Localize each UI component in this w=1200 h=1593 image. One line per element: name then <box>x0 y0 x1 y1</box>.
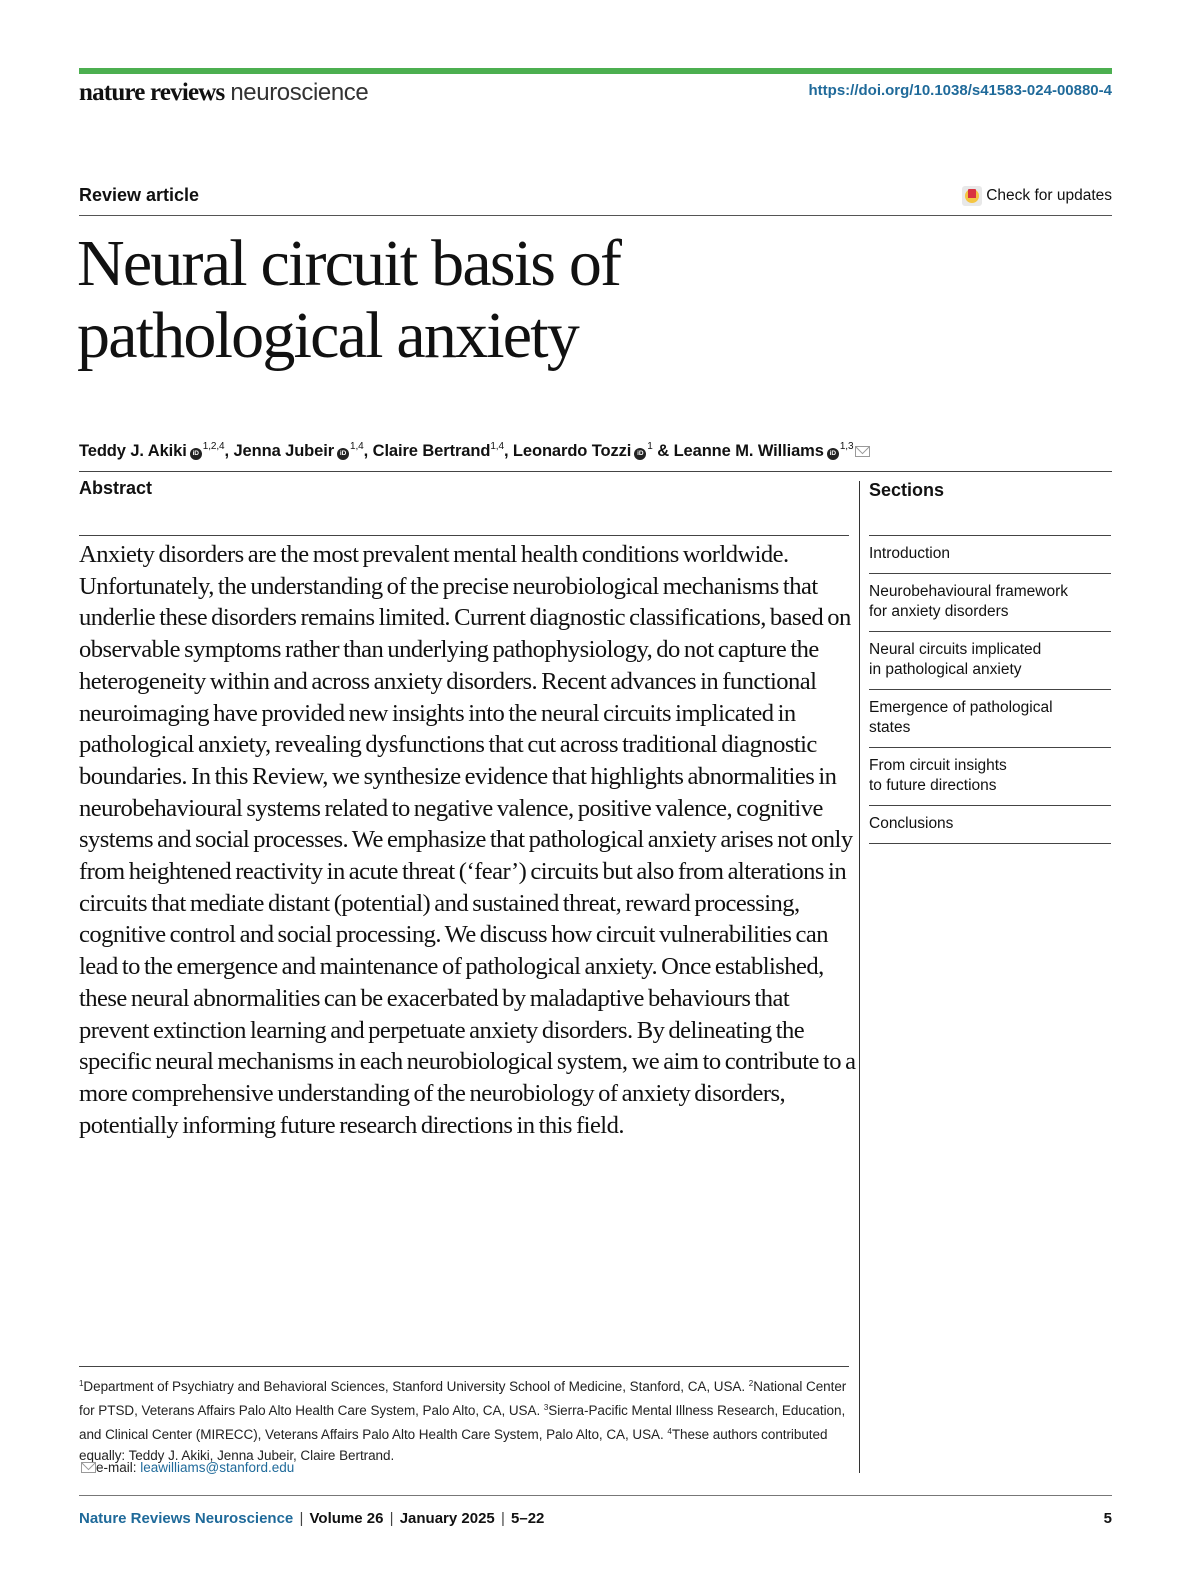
affil-marker: 1 <box>79 1379 84 1388</box>
section-label-line-1: Neural circuits implicated <box>869 641 1042 658</box>
orcid-icon[interactable]: iD <box>337 448 349 460</box>
author-separator: , <box>224 442 234 460</box>
journal-name-light: neuroscience <box>230 79 369 106</box>
author-affiliation-marker: 1,3 <box>839 441 854 452</box>
affil-marker: 3 <box>543 1403 549 1412</box>
section-label-line-1: Introduction <box>869 545 950 562</box>
author-name[interactable]: Jenna Jubeir <box>233 442 335 460</box>
header-divider <box>79 215 1112 216</box>
author-name[interactable]: Teddy J. Akiki <box>79 442 187 460</box>
affiliations <box>79 1373 859 1466</box>
check-for-updates-button[interactable] <box>962 186 1112 206</box>
affiliation-2: National Center for PTSD, Veterans Affairs Palo Alto Health Care System, Palo Alto, CA, USA. <box>79 1379 847 1418</box>
author-affiliation-marker: 1,2,4 <box>202 441 225 452</box>
sections-heading: Sections <box>869 480 945 500</box>
footer-journal-name[interactable]: Nature Reviews Neuroscience <box>79 1510 294 1527</box>
title-line-2: pathological anxiety <box>77 299 578 372</box>
footer-volume: Volume 26 <box>309 1510 384 1527</box>
correspondence-email <box>79 1457 294 1478</box>
affiliation-3: Sierra-Pacific Mental Illness Research, Education, and Clinical Center (MIRECC), Veterans Affairs Palo Alto Health Care System, Palo Alto, CA, USA. <box>79 1403 846 1442</box>
author-affiliation-marker: 1 <box>647 441 653 452</box>
author-separator: & <box>652 442 674 460</box>
section-label-line-2: in pathological anxiety <box>869 661 1022 678</box>
section-link[interactable] <box>869 574 1111 632</box>
section-label-line-2: states <box>869 719 911 736</box>
footer-divider <box>79 1495 1112 1496</box>
authors-divider <box>79 471 1112 472</box>
envelope-icon[interactable] <box>855 446 870 457</box>
orcid-icon[interactable]: iD <box>190 448 202 460</box>
section-label-line-1: Conclusions <box>869 815 954 832</box>
footer-date: January 2025 <box>399 1510 495 1527</box>
equal-contribution-note: These authors contributed equally: Teddy J. Akiki, Jenna Jubeir, Claire Bertrand. <box>79 1427 828 1463</box>
author-separator: , <box>363 442 373 460</box>
footer-separator: | <box>389 1510 394 1527</box>
envelope-icon <box>81 1462 96 1473</box>
affiliation-1: Department of Psychiatry and Behavioral Sciences, Stanford University School of Medicine, Stanford, CA, USA. <box>83 1379 746 1394</box>
author-separator: , <box>503 442 513 460</box>
section-link[interactable] <box>869 632 1111 690</box>
journal-name-bold: nature reviews <box>79 79 225 106</box>
sections-nav <box>869 535 1111 844</box>
abstract-divider <box>79 535 849 536</box>
section-link[interactable] <box>869 806 1111 844</box>
section-link[interactable] <box>869 690 1111 748</box>
footer-separator: | <box>299 1510 304 1527</box>
affiliations-divider <box>79 1366 849 1367</box>
section-link[interactable] <box>869 748 1111 806</box>
doi-link[interactable]: https://doi.org/10.1038/s41583-024-00880-4 <box>808 82 1112 99</box>
title-line-1: Neural circuit basis of <box>77 227 621 300</box>
author-affiliation-marker: 1,4 <box>350 441 364 452</box>
section-label-line-2: to future directions <box>869 777 997 794</box>
journal-masthead <box>79 78 368 108</box>
citation-footer <box>79 1510 544 1527</box>
author-name[interactable]: Claire Bertrand <box>372 442 491 460</box>
section-label-line-2: for anxiety disorders <box>869 603 1009 620</box>
crossmark-icon <box>962 186 982 206</box>
section-label-line-1: Emergence of pathological <box>869 699 1053 716</box>
section-link[interactable] <box>869 536 1111 574</box>
abstract-text: Anxiety disorders are the most prevalent mental health conditions worldwide. Unfortunately, the understanding of the precise neurobiological mechanisms that underlie these disorders remains limited. Current diagnostic classifications, based on observable symptoms rather than underlying pathophysiology, do not capture the heterogeneity within and across anxiety disorders. Recent advances in functional neuroimaging have provided new insights into the neural circuits implicated in pathological anxiety, revealing dysfunctions that cut across traditional diagnostic boundaries. In this Review, we synthesize evidence that highlights abnormalities in neurobehavioural systems related to negative valence, positive valence, cognitive systems and social processes. We emphasize that pathological anxiety arises not only from heightened reactivity in acute threat (‘fear’) circuits but also from alterations in circuits that mediate distant (potential) and sustained threat, reward processing, cognitive control and social processing. We discuss how circuit vulnerabilities can lead to the emergence and maintenance of pathological anxiety. Once established, these neural abnormalities can be exacerbated by maladaptive behaviours that prevent extinction learning and perpetuate anxiety disorders. By delineating the specific neural mechanisms in each neurobiological system, we aim to contribute to a more comprehensive understanding of the neurobiology of anxiety disorders, potentially informing future research directions in this field. <box>79 541 856 1139</box>
article-title <box>77 228 620 372</box>
affil-marker: 4 <box>667 1427 672 1436</box>
check-for-updates-label: Check for updates <box>986 187 1112 204</box>
orcid-icon[interactable]: iD <box>827 448 839 460</box>
column-divider <box>859 481 860 1473</box>
footer-separator: | <box>500 1510 505 1527</box>
email-label: e-mail: <box>96 1460 141 1475</box>
page-number: 5 <box>1103 1510 1112 1527</box>
journal-accent-bar <box>79 68 1112 74</box>
footer-pages: 5–22 <box>511 1510 545 1527</box>
author-affiliation-marker: 1,4 <box>490 441 504 452</box>
orcid-icon[interactable]: iD <box>634 448 646 460</box>
article-type: Review article <box>79 185 200 205</box>
section-label-line-1: Neurobehavioural framework <box>869 583 1069 600</box>
email-link[interactable]: leawilliams@stanford.edu <box>140 1460 295 1475</box>
author-name[interactable]: Leanne M. Williams <box>673 442 824 460</box>
author-name[interactable]: Leonardo Tozzi <box>512 442 632 460</box>
abstract-heading: Abstract <box>79 478 153 498</box>
section-label-line-1: From circuit insights <box>869 757 1007 774</box>
affil-marker: 2 <box>748 1379 754 1388</box>
author-list <box>79 441 870 461</box>
